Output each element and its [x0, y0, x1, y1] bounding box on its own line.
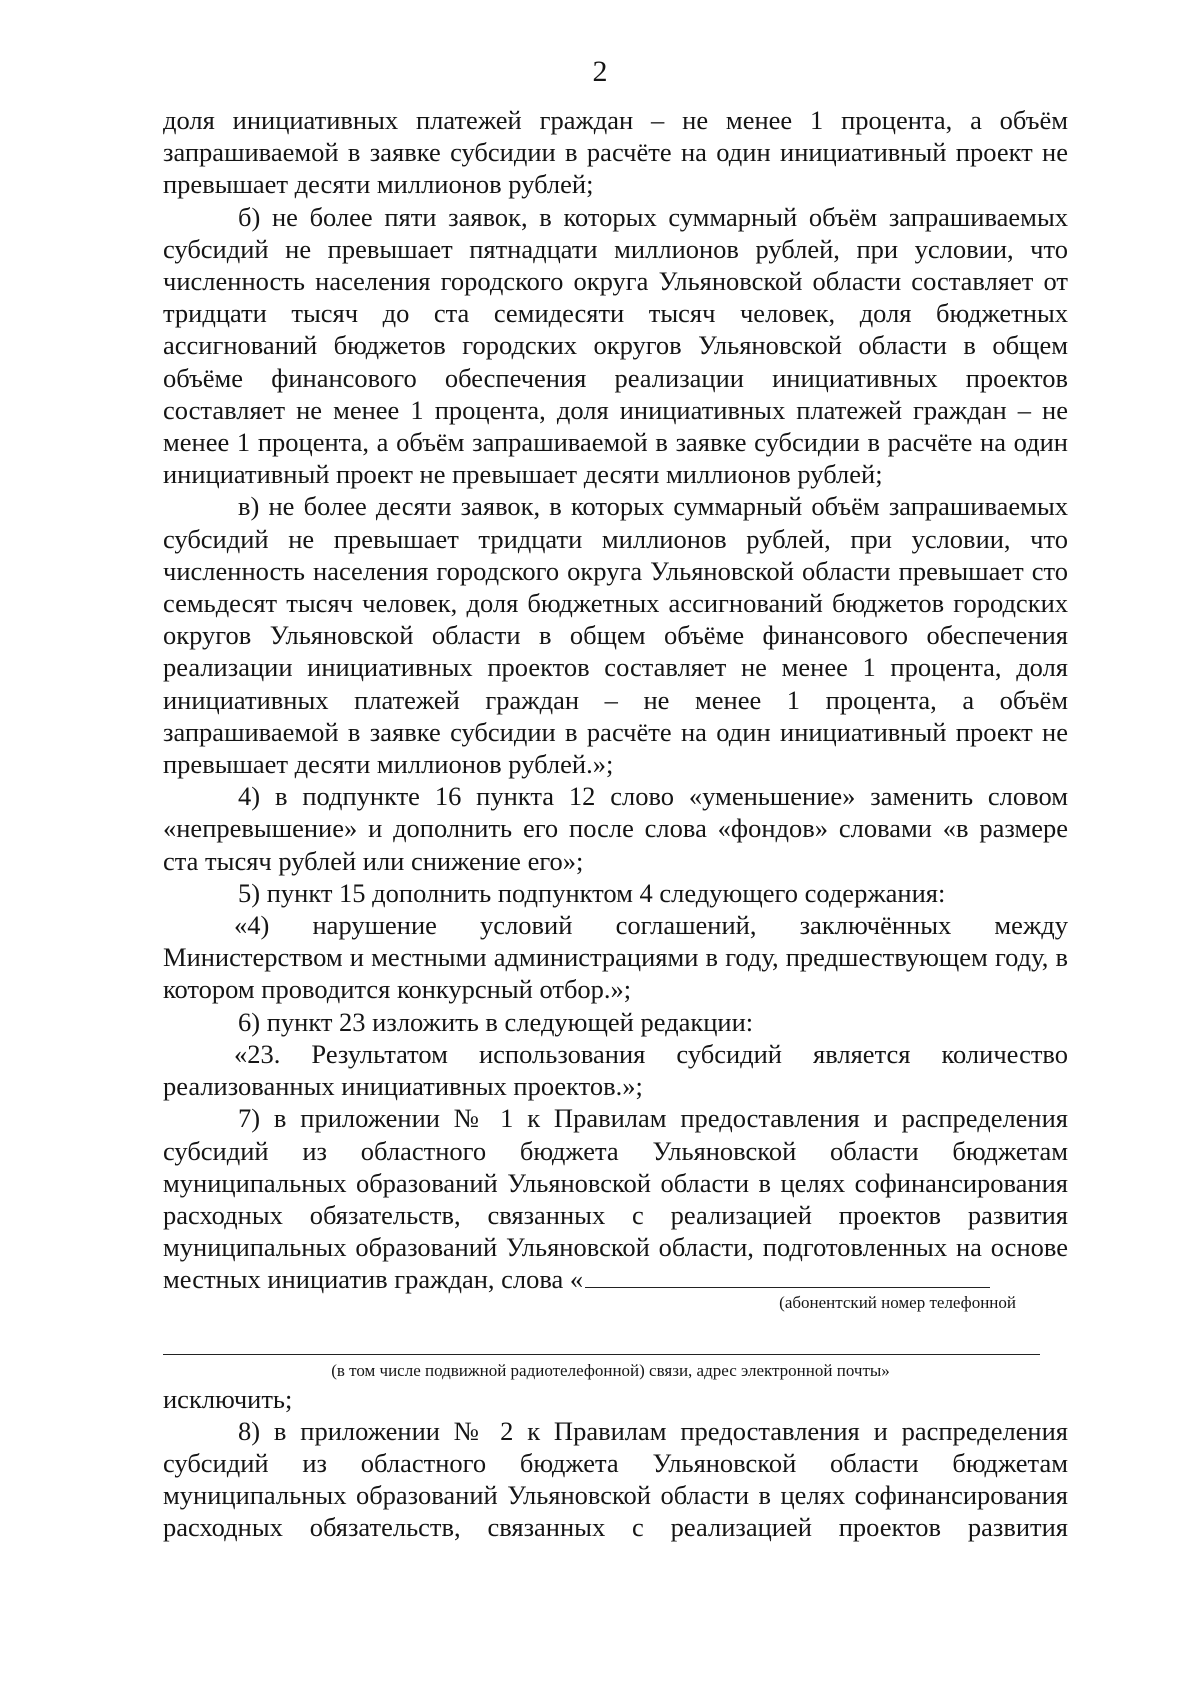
paragraph-item-b: б) не более пяти заявок, в которых суммарный объём запрашиваемых субсидий не превышает пятнадцати миллионов рублей, при условии, что численность населения городского округа Ульяновской области составляет от тридцати тысяч до ста семидесяти тысяч человек, доля бюджетных ассигнований бюджетов городских округов Ульяновской области в общем объёме финансового обеспечения реализации инициативных проектов составляет не менее 1 процента, доля инициативных платежей граждан – не менее 1 процента, а объём запрашиваемой в заявке субсидии в расчёте на один инициативный проект не превышает десяти миллионов рублей; [163, 201, 1068, 490]
paragraph-item-6: 6) пункт 23 изложить в следующей редакции: [238, 1006, 754, 1037]
paragraph-item-7 [163, 1102, 1068, 1295]
fill-in-line [585, 1265, 990, 1288]
page-number: 2 [592, 55, 608, 88]
paragraph-item-8: 8) в приложении № 2 к Правилам предоставления и распределения субсидий из областного бюджета Ульяновской области бюджетам муниципальных образований Ульяновской области в целях софинансирования расходных обязательств, связанных с реализацией проектов развития [163, 1415, 1068, 1543]
document-body [163, 104, 1068, 1544]
paragraph-item-7-text: 7) в приложении № 1 к Правилам предоставления и распределения субсидий из областного бюджета Ульяновской области бюджетам муниципальных образований Ульяновской области в целях софинансирования расходных обязательств, связанных с реализацией проектов развития муниципальных образований Ульяновской области, подготовленных на основе местных инициатив граждан, слова « [163, 1103, 1068, 1295]
caption-phone: (абонентский номер телефонной [779, 1292, 1016, 1312]
paragraph-exclude: исключить; [163, 1383, 293, 1414]
caption-mobile-email: (в том числе подвижной радиотелефонной) связи, адрес электронной почты» [331, 1360, 890, 1380]
paragraph-item-4: 4) в подпункте 16 пункта 12 слово «уменьшение» заменить словом «непревышение» и дополнить его после слова «фондов» словами «в размере ста тысяч рублей или снижение его»; [163, 781, 1068, 876]
paragraph-quote-4: «4) нарушение условий соглашений, заключённых между Министерством и местными администрациями в году, предшествующем году, в котором проводится конкурсный отбор.»; [163, 910, 1068, 1005]
fill-in-rule [163, 1314, 1040, 1355]
paragraph-item-5: 5) пункт 15 дополнить подпунктом 4 следующего содержания: [238, 877, 946, 908]
paragraph-item-v: в) не более десяти заявок, в которых суммарный объём запрашиваемых субсидий не превышает тридцати миллионов рублей, при условии, что численность населения городского округа Ульяновской области превышает сто семьдесят тысяч человек, доля бюджетных ассигнований бюджетов городских округов Ульяновской области в общем объёме финансового обеспечения реализации инициативных проектов составляет не менее 1 процента, доля инициативных платежей граждан – не менее 1 процента, а объём запрашиваемой в заявке субсидии в расчёте на один инициативный проект не превышает десяти миллионов рублей.»; [163, 491, 1068, 780]
paragraph-quote-23: «23. Результатом использования субсидий является количество реализованных инициативных проектов.»; [163, 1038, 1068, 1102]
paragraph-continuation: доля инициативных платежей граждан – не менее 1 процента, а объём запрашиваемой в заявке субсидии в расчёте на один инициативный проект не превышает десяти миллионов рублей; [163, 105, 1068, 200]
